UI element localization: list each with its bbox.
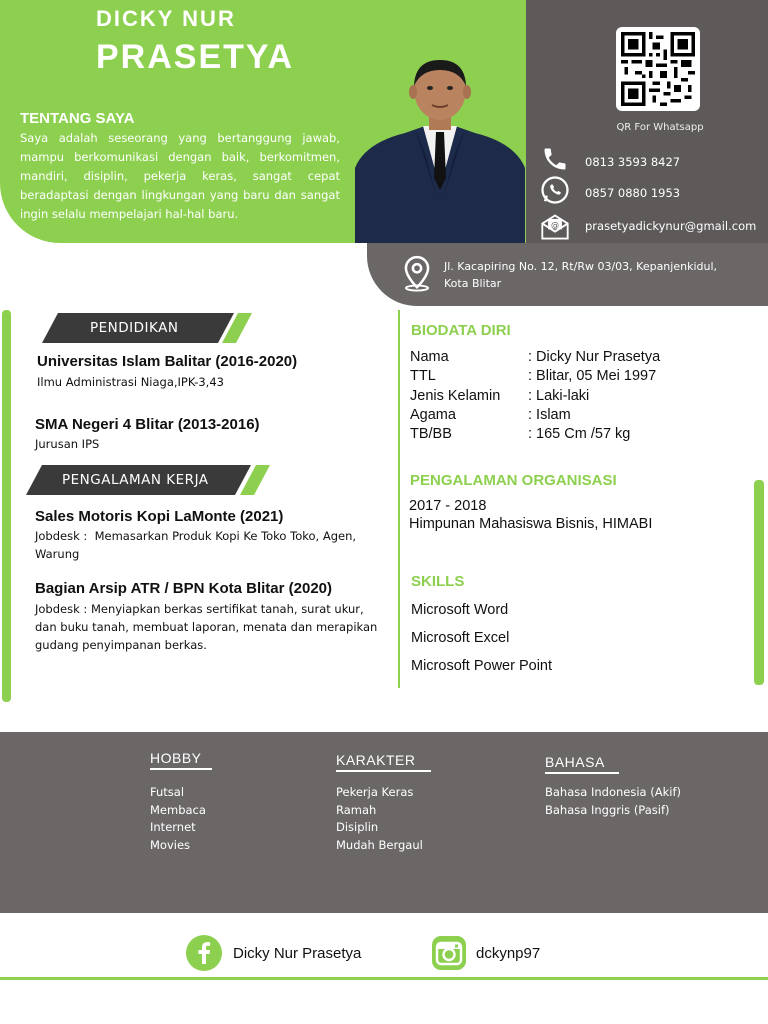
qr-caption: QR For Whatsapp — [616, 122, 704, 133]
hobby-column — [150, 750, 212, 854]
left-accent-bar — [2, 310, 11, 702]
biodata-label: Agama — [410, 407, 456, 423]
biodata-value: : 165 Cm /57 kg — [528, 426, 631, 442]
experience-title: PENGALAMAN KERJA — [62, 472, 209, 488]
first-name: DICKY NUR — [96, 6, 236, 31]
education-banner — [42, 313, 257, 343]
education-title: PENDIDIKAN — [90, 320, 179, 336]
skill-item: Microsoft Excel — [411, 630, 510, 646]
about-text: Saya adalah seseorang yang bertanggung jawab, mampu berkomunikasi dengan baik, berkomitmen, mandiri, disiplin, pekerja keras, sangat cepat beradaptasi dengan lingkungan yang baru dan sangat ingin selalu mempelajari hal-hal baru. — [20, 131, 340, 221]
language-column — [545, 754, 681, 819]
biodata-value: : Laki-laki — [528, 388, 590, 404]
experience-2-jobdesk — [35, 600, 395, 654]
hobby-item: Futsal — [150, 785, 185, 799]
phone-number-1[interactable]: 0813 3593 8427 — [585, 155, 681, 169]
experience-1-jobdesk — [35, 527, 385, 563]
whatsapp-icon — [540, 175, 570, 205]
character-item: Disiplin — [336, 820, 379, 834]
hobby-item: Membaca — [150, 802, 206, 817]
email-address[interactable]: prasetyadickynur@gmail.com — [585, 219, 757, 233]
facebook-icon[interactable] — [186, 935, 222, 971]
address-line-2: Kota Blitar — [444, 277, 502, 290]
education-1-title: Universitas Islam Balitar (2016-2020) — [37, 353, 298, 370]
organization-name: Himpunan Mahasiswa Bisnis, HIMABI — [409, 516, 653, 532]
language-item: Bahasa Inggris (Pasif) — [545, 802, 670, 817]
skill-item: Microsoft Word — [411, 602, 509, 618]
profile-photo — [355, 58, 525, 243]
biodata-label: TTL — [410, 368, 436, 384]
education-2-title: SMA Negeri 4 Blitar (2013-2016) — [35, 416, 260, 433]
location-pin-icon — [398, 254, 436, 292]
character-title: KARAKTER — [336, 752, 431, 772]
about-title: TENTANG SAYA — [20, 110, 135, 127]
experience-2-job-label: Jobdesk : — [35, 602, 88, 616]
character-item: Pekerja Keras — [336, 785, 414, 799]
phone-icon — [540, 144, 570, 174]
address — [444, 258, 744, 292]
character-column — [336, 752, 431, 854]
experience-2-job-text-2: dan buku tanah, membuat laporan, menata dan merapikan — [35, 620, 378, 634]
bottom-accent-line — [0, 977, 768, 980]
character-item: Mudah Bergaul — [336, 837, 423, 852]
biodata-title: BIODATA DIRI — [411, 322, 511, 339]
email-icon — [540, 212, 570, 242]
biodata-label: TB/BB — [410, 426, 452, 442]
experience-1-title: Sales Motoris Kopi LaMonte (2021) — [35, 508, 284, 525]
hobby-title: HOBBY — [150, 750, 212, 770]
experience-banner — [26, 465, 276, 495]
biodata-value: : Islam — [528, 407, 571, 423]
organization-years: 2017 - 2018 — [409, 498, 487, 514]
whatsapp-qr-code[interactable] — [616, 27, 700, 111]
experience-2-job-text: Menyiapkan berkas sertifikat tanah, surat ukur, — [90, 602, 364, 616]
biodata-label: Jenis Kelamin — [410, 388, 501, 404]
phone-number-2[interactable]: 0857 0880 1953 — [585, 186, 681, 200]
skill-item: Microsoft Power Point — [411, 658, 553, 674]
hobby-item: Movies — [150, 837, 191, 852]
education-2-sub: Jurusan IPS — [35, 437, 100, 451]
experience-1-job-text: Memasarkan Produk Kopi Ke Toko Toko, Agen, — [94, 529, 357, 543]
right-accent-bar — [754, 480, 764, 685]
instagram-handle[interactable]: dckynp97 — [476, 945, 541, 962]
language-item: Bahasa Indonesia (Akif) — [545, 785, 681, 799]
biodata-value: : Dicky Nur Prasetya — [528, 349, 661, 365]
column-divider — [398, 310, 400, 688]
education-1-sub: Ilmu Administrasi Niaga,IPK-3,43 — [37, 375, 224, 389]
biodata-label: Nama — [410, 349, 449, 365]
biodata-value: : Blitar, 05 Mei 1997 — [528, 368, 657, 384]
svg-text:@: @ — [550, 220, 560, 230]
address-line-1: Jl. Kacapiring No. 12, Rt/Rw 03/03, Kepanjenkidul, — [444, 260, 718, 273]
language-title: BAHASA — [545, 754, 619, 774]
experience-2-title: Bagian Arsip ATR / BPN Kota Blitar (2020) — [35, 580, 332, 597]
experience-1-job-text-2: Warung — [35, 547, 80, 561]
hobby-item: Internet — [150, 820, 196, 834]
last-name: PRASETYA — [96, 38, 295, 76]
character-item: Ramah — [336, 802, 377, 817]
facebook-name[interactable]: Dicky Nur Prasetya — [233, 945, 362, 962]
skills-title: SKILLS — [411, 573, 465, 590]
experience-2-job-text-3: gudang penyimpanan berkas. — [35, 638, 207, 652]
experience-1-job-label: Jobdesk : — [35, 529, 88, 543]
organization-title: PENGALAMAN ORGANISASI — [410, 472, 617, 489]
instagram-icon[interactable] — [431, 935, 467, 971]
